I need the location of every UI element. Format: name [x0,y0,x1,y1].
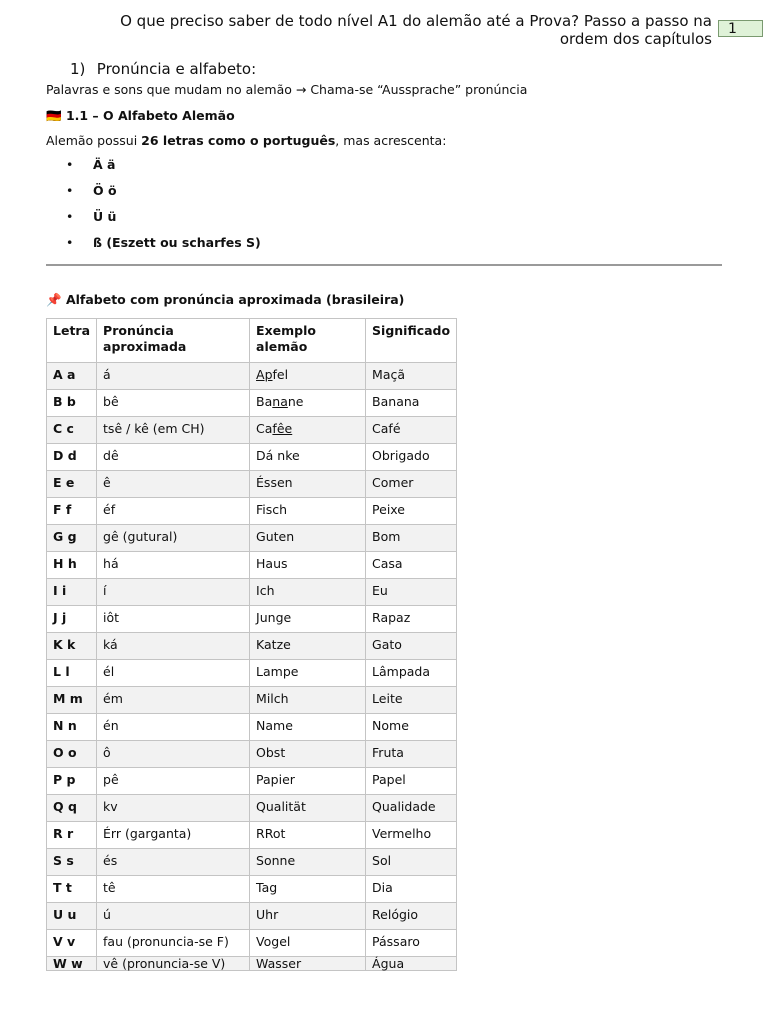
cell-example [250,525,366,552]
cell-example [250,660,366,687]
table-row [47,633,457,660]
list-item [66,230,261,256]
cell-example [250,741,366,768]
example-text: Haus [256,556,288,571]
cell-pronunciation: és [97,849,250,876]
example-text: Obst [256,745,286,760]
cell-letter: G g [47,525,97,552]
example-underlined: na [272,394,288,409]
example-text: Ich [256,583,275,598]
example-text: Fisch [256,502,288,517]
example-text: fel [272,367,289,382]
cell-pronunciation: ô [97,741,250,768]
alphabet-title: Alfabeto com pronúncia aproximada (brasileira) [65,292,405,307]
table-row [47,552,457,579]
bullet-icon: • [66,157,74,172]
cell-letter: C c [47,417,97,444]
cell-letter: N n [47,714,97,741]
cell-example [250,957,366,971]
table-row [47,849,457,876]
cell-pronunciation: gê (gutural) [97,525,250,552]
example-text: Tag [256,880,278,895]
section-title: Pronúncia e alfabeto: [96,60,257,78]
cell-meaning: Eu [366,579,457,606]
cell-pronunciation: á [97,363,250,390]
cell-meaning: Relógio [366,903,457,930]
cell-example [250,930,366,957]
cell-example [250,822,366,849]
cell-letter: P p [47,768,97,795]
table-row [47,768,457,795]
cell-meaning: Leite [366,687,457,714]
bullet-icon: • [66,209,74,224]
document-title: O que preciso saber de todo nível A1 do alemão até a Prova? Passo a passo na ordem dos capítulos [120,12,712,48]
cell-pronunciation: vê (pronuncia-se V) [97,957,250,971]
cell-meaning: Fruta [366,741,457,768]
cell-pronunciation: ú [97,903,250,930]
cell-pronunciation: ém [97,687,250,714]
cell-letter: B b [47,390,97,417]
alphabet-table [46,318,457,971]
cell-letter: S s [47,849,97,876]
paragraph-end: , mas acrescenta: [335,133,447,148]
cell-pronunciation: ê [97,471,250,498]
extra-letters-list [66,152,261,256]
table-header-row [47,319,457,363]
cell-letter: T t [47,876,97,903]
cell-meaning: Sol [366,849,457,876]
example-text: Guten [256,529,295,544]
table-row [47,498,457,525]
cell-letter: E e [47,471,97,498]
header-meaning: Significado [366,319,457,363]
section-intro: Palavras e sons que mudam no alemão → Chama-se “Aussprache” pronúncia [46,82,528,97]
cell-letter: D d [47,444,97,471]
cell-example [250,687,366,714]
cell-example [250,876,366,903]
cell-pronunciation: kv [97,795,250,822]
table-row [47,957,457,971]
cell-pronunciation: tê [97,876,250,903]
table-row [47,579,457,606]
divider [46,264,722,266]
cell-pronunciation: há [97,552,250,579]
cell-example [250,498,366,525]
example-underlined: Ap [256,367,273,382]
table-row [47,795,457,822]
table-row [47,714,457,741]
example-text: Papier [256,772,295,787]
cell-letter: L l [47,660,97,687]
example-text: Ba [256,394,273,409]
cell-example [250,714,366,741]
example-text: RRot [256,826,286,841]
alphabet-heading [46,292,404,308]
cell-letter: I i [47,579,97,606]
table-row [47,417,457,444]
subsection-heading [46,108,235,124]
cell-meaning: Casa [366,552,457,579]
cell-pronunciation: Érr (garganta) [97,822,250,849]
cell-letter: R r [47,822,97,849]
cell-example [250,417,366,444]
cell-meaning: Dia [366,876,457,903]
cell-meaning: Café [366,417,457,444]
cell-pronunciation: én [97,714,250,741]
cell-example [250,903,366,930]
cell-letter: K k [47,633,97,660]
section-number: 1) [70,60,86,78]
table-row [47,363,457,390]
cell-letter: M m [47,687,97,714]
cell-example [250,768,366,795]
example-text: Dá nke [256,448,300,463]
table-row [47,444,457,471]
cell-meaning: Vermelho [366,822,457,849]
list-item-text: Ü ü [93,209,117,224]
example-text: Uhr [256,907,279,922]
cell-meaning: Maçã [366,363,457,390]
list-item-text: Ö ö [93,183,117,198]
section-heading [70,60,256,78]
cell-pronunciation: él [97,660,250,687]
flag-icon: 🇩🇪 [46,108,62,123]
example-text: Ca [256,421,273,436]
cell-letter: O o [47,741,97,768]
cell-pronunciation: pê [97,768,250,795]
table-row [47,822,457,849]
cell-example [250,552,366,579]
cell-meaning: Peixe [366,498,457,525]
cell-example [250,579,366,606]
paragraph-bold: 26 letras como o português [141,133,336,148]
cell-pronunciation: bê [97,390,250,417]
table-row [47,390,457,417]
table-row [47,741,457,768]
example-text: Name [256,718,293,733]
example-text: Katze [256,637,291,652]
cell-letter: U u [47,903,97,930]
cell-pronunciation: iôt [97,606,250,633]
cell-example [250,849,366,876]
cell-letter: F f [47,498,97,525]
example-text: Junge [256,610,292,625]
cell-pronunciation: tsê / kê (em CH) [97,417,250,444]
cell-pronunciation: fau (pronuncia-se F) [97,930,250,957]
cell-example [250,471,366,498]
cell-letter: Q q [47,795,97,822]
cell-meaning: Papel [366,768,457,795]
list-item [66,204,261,230]
bullet-icon: • [66,235,74,250]
cell-meaning: Gato [366,633,457,660]
list-item [66,152,261,178]
cell-meaning: Comer [366,471,457,498]
example-underlined: fêe [272,421,293,436]
table-row [47,471,457,498]
cell-meaning: Obrigado [366,444,457,471]
list-item [66,178,261,204]
example-text: Sonne [256,853,296,868]
table-row [47,660,457,687]
list-item-text: Ä ä [93,157,116,172]
table-row [47,930,457,957]
cell-pronunciation: éf [97,498,250,525]
list-item-text: ß (Eszett ou scharfes S) [93,235,261,250]
example-text: Lampe [256,664,299,679]
table-row [47,903,457,930]
cell-meaning: Nome [366,714,457,741]
cell-meaning: Água [366,957,457,971]
page-number-box: 1 [718,20,763,37]
cell-meaning: Lâmpada [366,660,457,687]
example-text: Milch [256,691,289,706]
table-row [47,687,457,714]
table-row [47,606,457,633]
cell-example [250,444,366,471]
cell-example [250,363,366,390]
example-text: Vogel [256,934,291,949]
table-row [47,525,457,552]
cell-letter: A a [47,363,97,390]
cell-meaning: Bom [366,525,457,552]
subsection-title: 1.1 – O Alfabeto Alemão [65,108,235,123]
cell-letter: J j [47,606,97,633]
cell-example [250,795,366,822]
header-pronunciation: Pronúncia aproximada [97,319,250,363]
cell-pronunciation: í [97,579,250,606]
cell-meaning: Banana [366,390,457,417]
cell-letter: H h [47,552,97,579]
pin-icon: 📌 [46,292,62,307]
paragraph-start: Alemão possui [46,133,142,148]
header-letter: Letra [47,319,97,363]
letters-paragraph [46,133,446,148]
cell-letter: W w [47,957,97,971]
example-text: ne [287,394,304,409]
example-text: Wasser [256,956,302,971]
cell-meaning: Pássaro [366,930,457,957]
header-example: Exemplo alemão [250,319,366,363]
table-row [47,876,457,903]
cell-meaning: Qualidade [366,795,457,822]
cell-example [250,633,366,660]
bullet-icon: • [66,183,74,198]
cell-letter: V v [47,930,97,957]
cell-pronunciation: ká [97,633,250,660]
cell-pronunciation: dê [97,444,250,471]
cell-example [250,606,366,633]
cell-example [250,390,366,417]
cell-meaning: Rapaz [366,606,457,633]
example-text: Qualität [256,799,306,814]
example-text: Éssen [256,475,293,490]
